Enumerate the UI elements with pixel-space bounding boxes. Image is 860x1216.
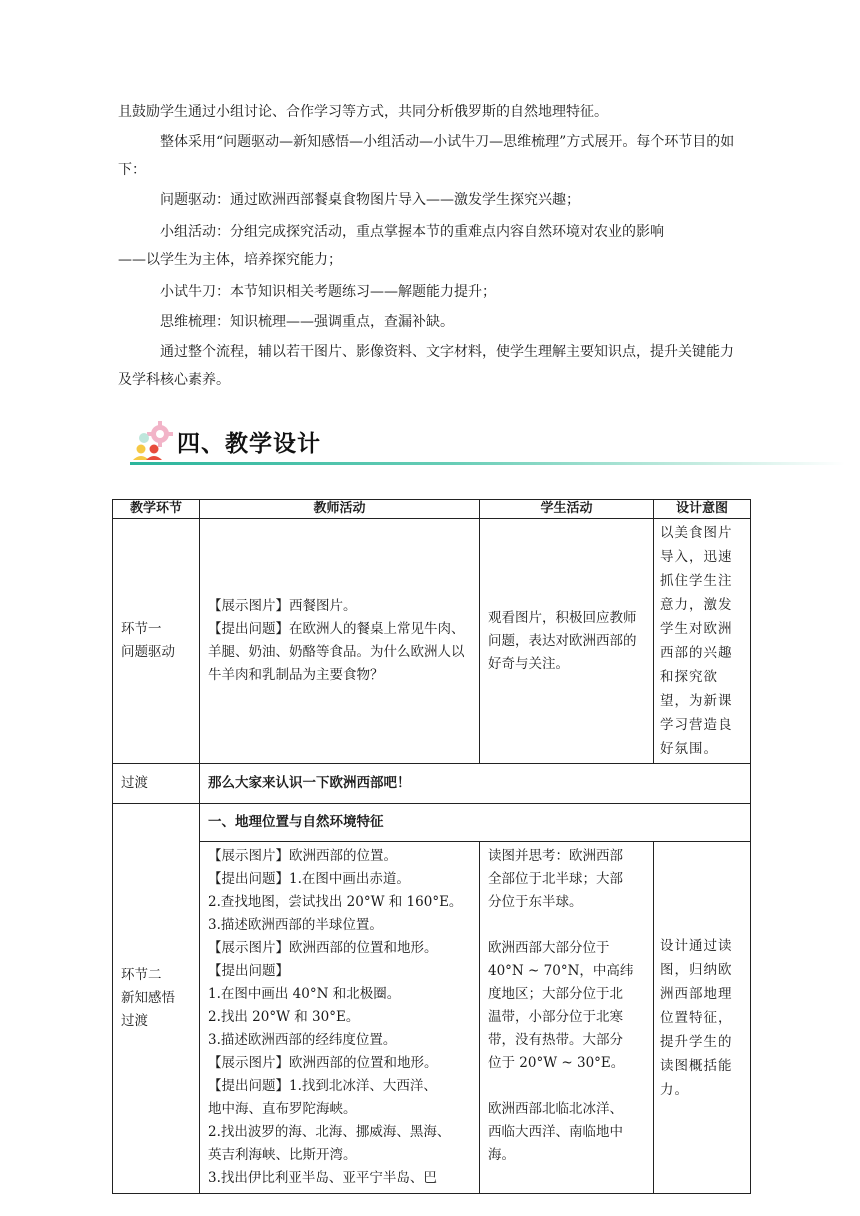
stage-cell: 环节一 问题驱动 <box>113 519 200 764</box>
table-header-row <box>113 500 751 519</box>
section-subtitle-cell: 一、地理位置与自然环境特征 <box>200 804 751 842</box>
header-student: 学生活动 <box>480 500 654 519</box>
teacher-cell: 【展示图片】西餐图片。 【提出问题】在欧洲人的餐桌上常见牛肉、羊腿、奶油、奶酪等食品。为什么欧洲人以牛羊肉和乳制品为主要食物？ <box>200 519 480 764</box>
intro-practice: 小试牛刀：本节知识相关考题练习——解题能力提升； <box>160 284 496 300</box>
intro-line-1: 且鼓励学生通过小组讨论、合作学习等方式，共同分析俄罗斯的自然地理特征。 <box>118 104 608 120</box>
intent-cell: 设计通过读图，归纳欧洲西部地理位置特征，提升学生的读图概括能力。 <box>654 842 751 1194</box>
stage-cell: 环节二 新知感悟 过渡 <box>113 804 200 1194</box>
lesson-design-table <box>112 499 751 1194</box>
table-row <box>113 804 751 842</box>
intent-cell: 以美食图片导入，迅速抓住学生注意力，激发学生对欧洲西部的兴趣和探究欲望，为新课学习营造良好氛围。 <box>654 519 751 764</box>
intro-overall: 整体采用“问题驱动—新知感悟—小组活动—小试牛刀—思维梳理”方式展开。每个环节目的如下： <box>118 134 735 178</box>
intro-drive: 问题驱动：通过欧洲西部餐桌食物图片导入——激发学生探究兴趣； <box>160 192 580 208</box>
section-heading <box>130 418 845 468</box>
header-stage: 教学环节 <box>113 500 200 519</box>
intro-process: 通过整个流程，辅以若干图片、影像资料、文字材料，使学生理解主要知识点，提升关键能力及学科核心素养。 <box>118 344 734 388</box>
intro-group-a: 小组活动：分组完成探究活动，重点掌握本节的重难点内容自然环境对农业的影响 <box>160 224 664 240</box>
header-intent: 设计意图 <box>654 500 751 519</box>
student-cell: 读图并思考：欧洲西部 全部位于北半球；大部 分位于东半球。 欧洲西部大部分位于 40°N ~ 70°N，中高纬 度地区；大部分位于北 温带，小部分位于北寒 带，没有热带。大部分 位于 20°W ~ 30°E。 欧洲西部北临北冰洋、 西临大西洋、南临地中 海。 <box>480 842 654 1194</box>
teacher-cell: 【展示图片】欧洲西部的位置。 【提出问题】1.在图中画出赤道。 2.查找地图，尝试找出 20°W 和 160°E。 3.描述欧洲西部的半球位置。 【展示图片】欧洲西部的位置和地形。 【提出问题】 1.在图中画出 40°N 和北极圈。 2.找出 20°W 和 30°E。 3.描述欧洲西部的经纬度位置。 【展示图片】欧洲西部的位置和地形。 【提出问题】1.找到北冰洋、大西洋、 地中海、直布罗陀海峡。 2.找出波罗的海、北海、挪威海、黑海、 英吉利海峡、比斯开湾。 3.找出伊比利亚半岛、亚平宁半岛、巴 <box>200 842 480 1194</box>
student-cell: 观看图片，积极回应教师问题，表达对欧洲西部的好奇与关注。 <box>480 519 654 764</box>
gears-people-icon <box>130 418 176 462</box>
table-row <box>113 519 751 764</box>
table-row <box>113 764 751 804</box>
section-title: 四、教学设计 <box>177 431 321 457</box>
stage-cell: 过渡 <box>113 764 200 804</box>
intro-group-b: ——以学生为主体，培养探究能力； <box>118 252 342 268</box>
header-teacher: 教师活动 <box>200 500 480 519</box>
intro-review: 思维梳理：知识梳理——强调重点，查漏补缺。 <box>160 314 454 330</box>
table-row <box>113 842 751 1194</box>
transition-cell: 那么大家来认识一下欧洲西部吧！ <box>200 764 751 804</box>
section-underline <box>130 462 845 465</box>
